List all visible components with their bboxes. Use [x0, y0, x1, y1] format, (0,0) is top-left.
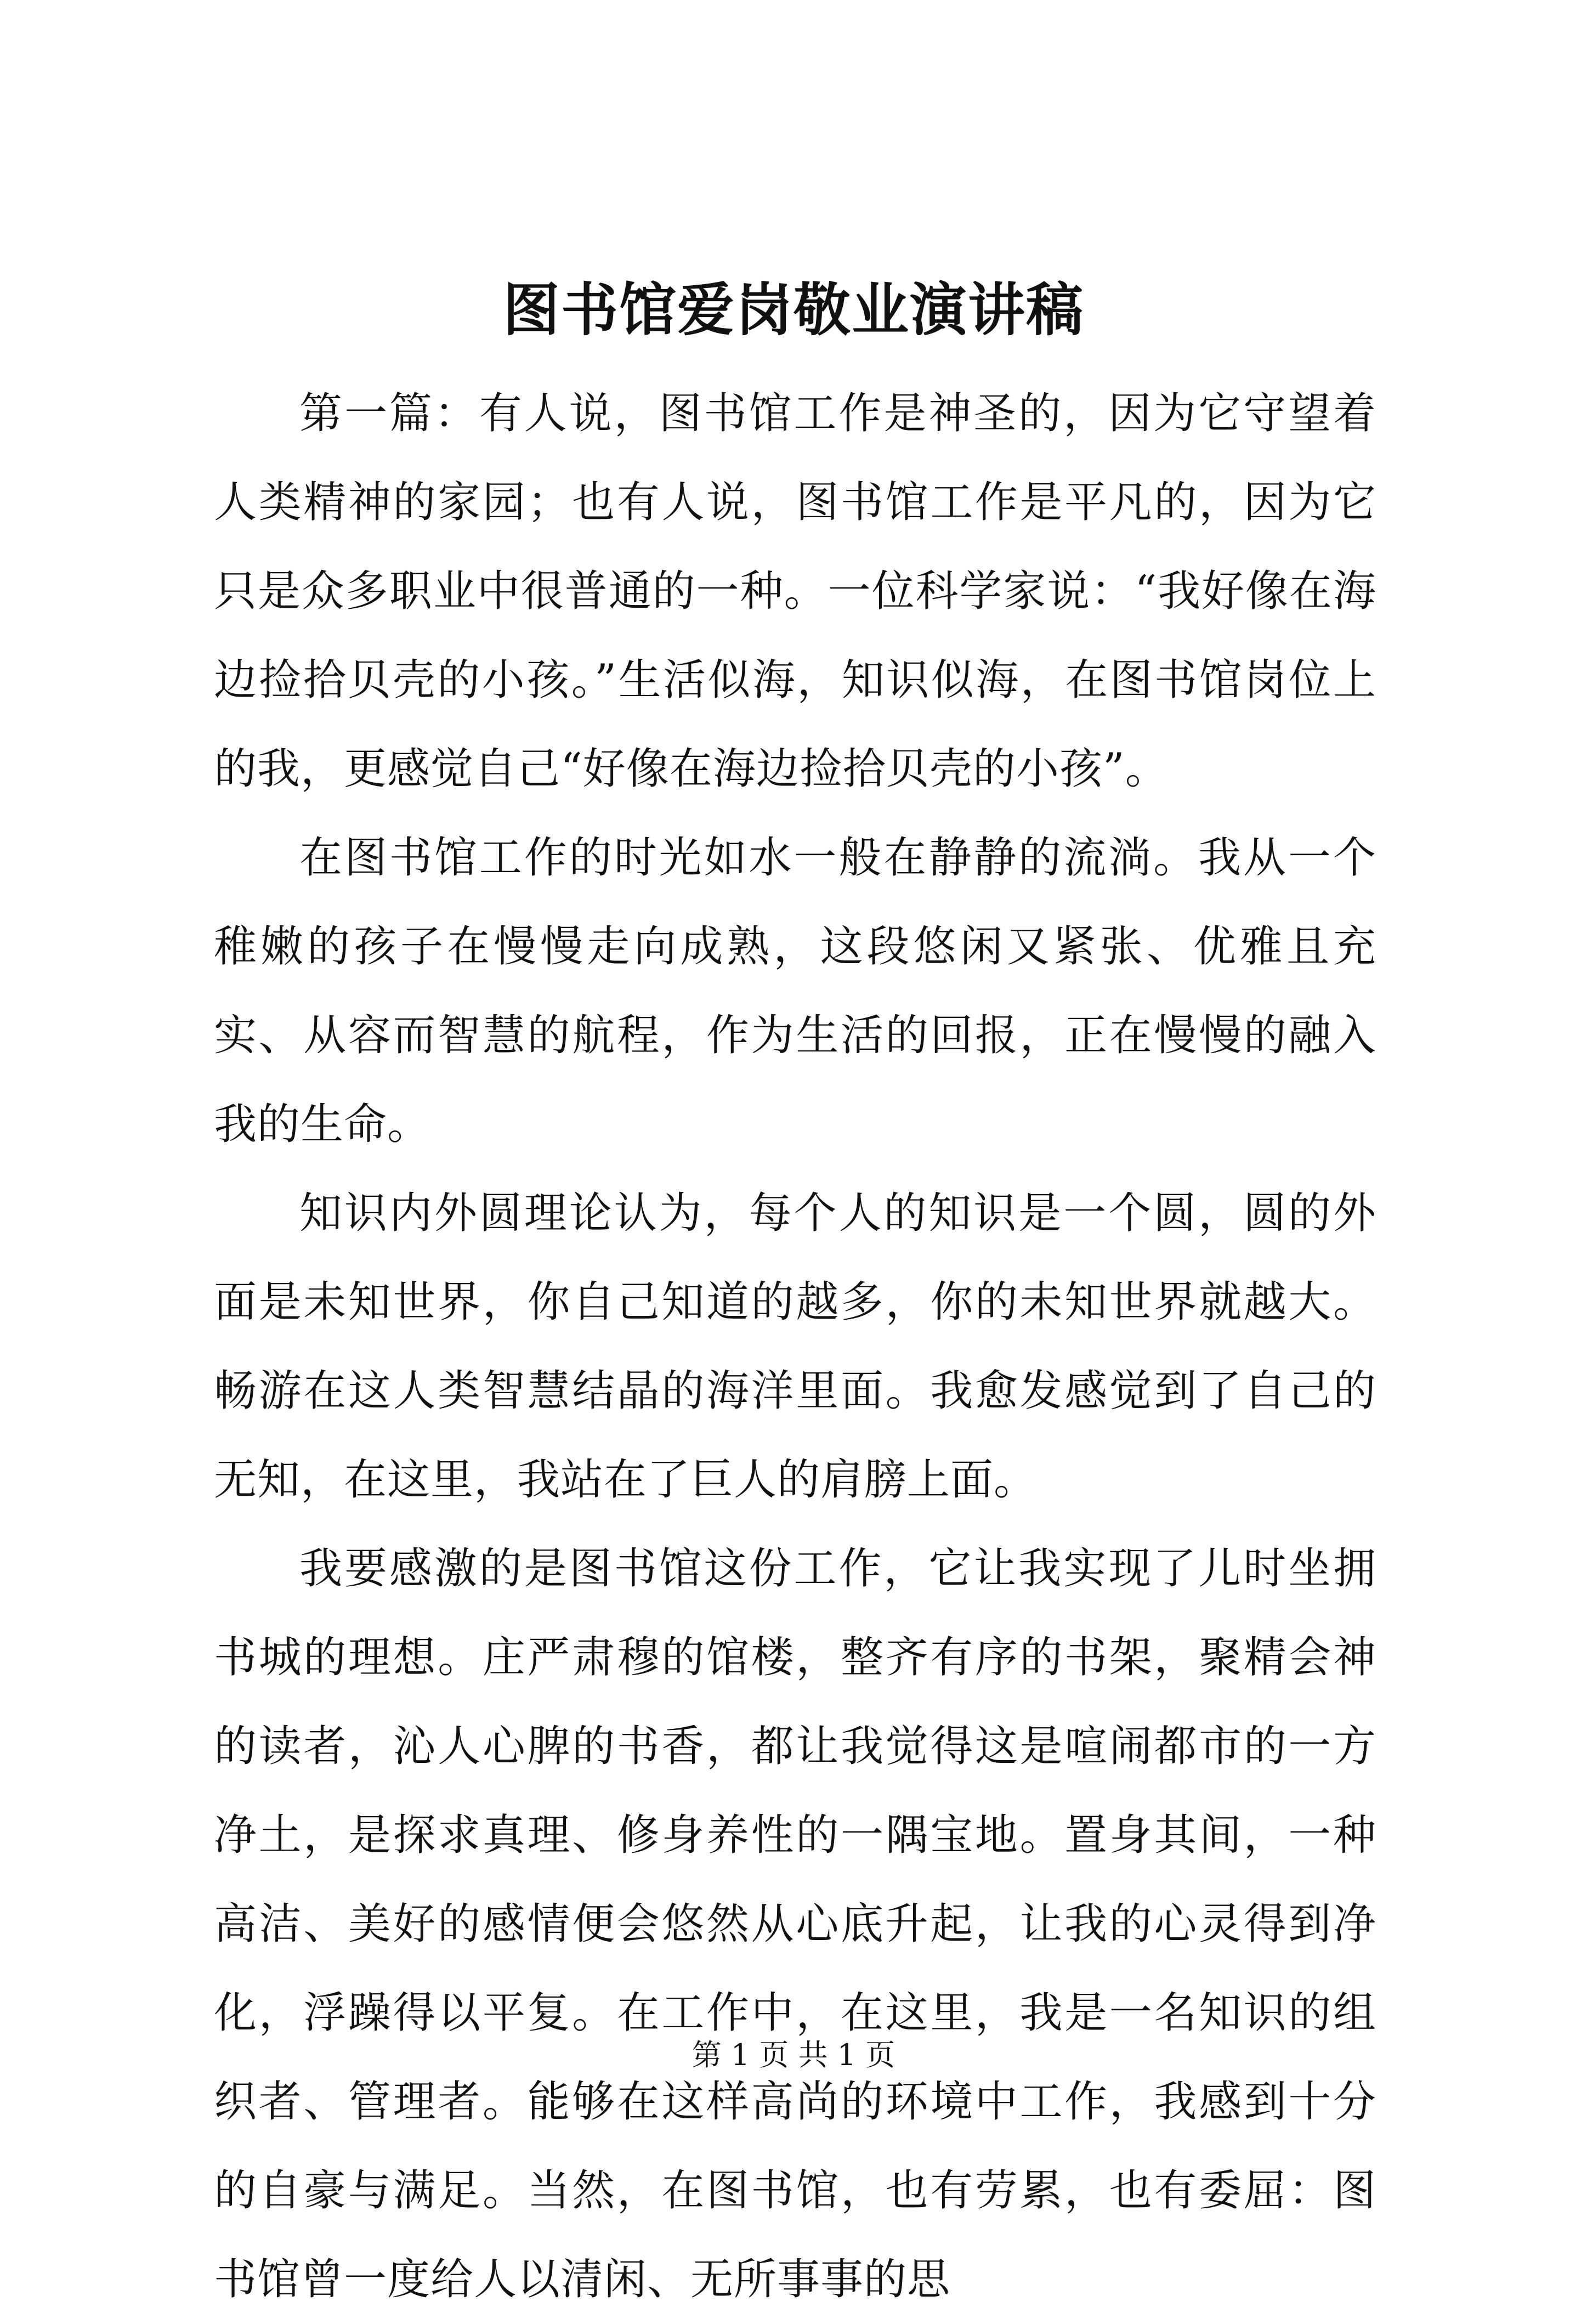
page-number-footer: 第 1 页 共 1 页 — [692, 2038, 895, 2072]
paragraph-1: 第一篇：有人说，图书馆工作是神圣的，因为它守望着人类精神的家园；也有人说，图书馆工作是平凡的，因为它只是众多职业中很普通的一种。一位科学家说：“我好像在海边捡拾贝壳的小孩。”生活似海，知识似海，在图书馆岗位上的我，更感觉自己“好像在海边捡拾贝壳的小孩”。 — [214, 389, 1376, 794]
paragraph-2: 在图书馆工作的时光如水一般在静静的流淌。我从一个稚嫩的孩子在慢慢走向成熟，这段悠闲又紧张、优雅且充实、从容而智慧的航程，作为生活的回报，正在慢慢的融入我的生命。 — [214, 833, 1376, 1149]
paragraph-3: 知识内外圆理论认为，每个人的知识是一个圆，圆的外面是未知世界，你自己知道的越多，你的未知世界就越大。畅游在这人类智慧结晶的海洋里面。我愈发感觉到了自己的无知，在这里，我站在了巨人的肩膀上面。 — [214, 1189, 1376, 1505]
document-body — [214, 369, 1376, 2324]
document-title: 图书馆爱岗敬业演讲稿 — [502, 276, 1084, 343]
paragraph-4: 我要感激的是图书馆这份工作，它让我实现了儿时坐拥书城的理想。庄严肃穆的馆楼，整齐有序的书架，聚精会神的读者，沁人心脾的书香，都让我觉得这是喧闹都市的一方净土，是探求真理、修身养性的一隅宝地。置身其间，一种高洁、美好的感情便会悠然从心底升起，让我的心灵得到净化，浮躁得以平复。在工作中，在这里，我是一名知识的组织者、管理者。能够在这样高尚的环境中工作，我感到十分的自豪与满足。当然，在图书馆，也有劳累，也有委屈：图书馆曾一度给人以清闲、无所事事的思 — [214, 1544, 1376, 2304]
